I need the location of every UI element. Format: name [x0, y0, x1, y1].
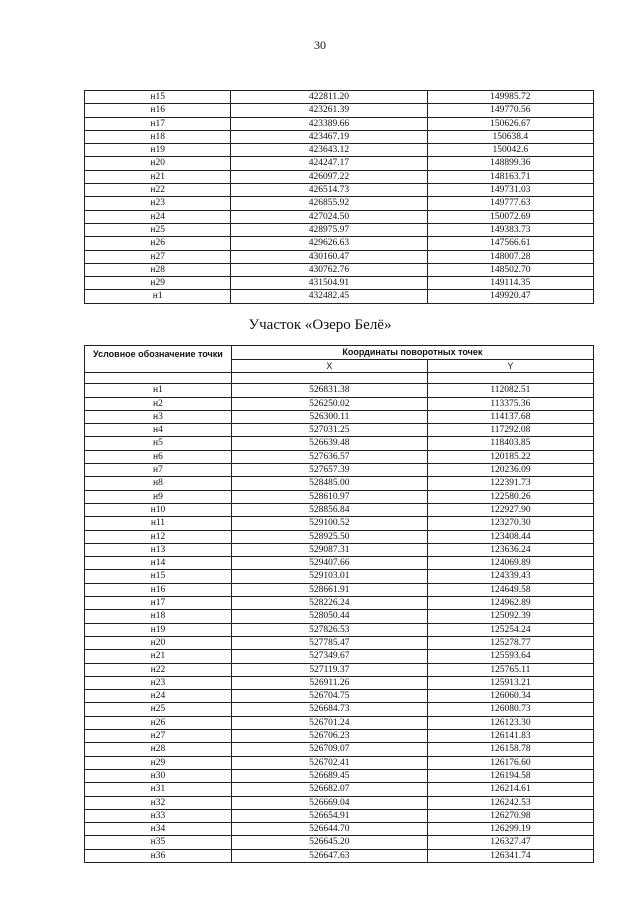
x-cell: 526704.75	[231, 690, 427, 703]
y-cell: 125092.39	[427, 610, 593, 623]
y-cell: 148163.71	[427, 170, 593, 183]
y-cell: 126341.74	[427, 849, 593, 862]
y-cell: 123408.44	[427, 530, 593, 543]
x-cell: 526647.63	[231, 849, 427, 862]
header-x: X	[231, 360, 427, 373]
y-cell: 122580.26	[427, 490, 593, 503]
point-cell: н33	[85, 809, 232, 822]
point-cell: н19	[85, 144, 231, 157]
point-cell: н1	[85, 384, 232, 397]
table-row	[85, 570, 594, 583]
x-cell: 528226.24	[231, 597, 427, 610]
y-cell: 114137.68	[427, 410, 593, 423]
x-cell: 526911.26	[231, 676, 427, 689]
x-cell: 526682.07	[231, 783, 427, 796]
x-cell: 529087.31	[231, 543, 427, 556]
point-cell: н28	[85, 743, 232, 756]
table-row	[85, 184, 594, 197]
table-row	[85, 543, 594, 556]
table-row	[85, 823, 594, 836]
point-cell: н13	[85, 543, 232, 556]
point-cell: н25	[85, 223, 231, 236]
y-cell: 122927.90	[427, 503, 593, 516]
x-cell: 424247.17	[231, 157, 427, 170]
table-row	[85, 756, 594, 769]
table-row	[85, 490, 594, 503]
table-row	[85, 197, 594, 210]
point-cell: н24	[85, 690, 232, 703]
y-cell: 117292.08	[427, 424, 593, 437]
point-cell: н23	[85, 197, 231, 210]
section-title: Участок «Озеро Белё»	[248, 317, 392, 333]
point-cell: н26	[85, 716, 232, 729]
table-row	[85, 676, 594, 689]
x-cell: 526639.48	[231, 437, 427, 450]
y-cell: 150626.67	[427, 117, 593, 130]
table-row	[85, 477, 594, 490]
point-cell: н31	[85, 783, 232, 796]
x-cell: 426514.73	[231, 184, 427, 197]
x-cell: 526669.04	[231, 796, 427, 809]
table-row	[85, 210, 594, 223]
y-cell: 126270.98	[427, 809, 593, 822]
point-cell: н22	[85, 663, 232, 676]
y-cell: 126060.34	[427, 690, 593, 703]
point-cell: н6	[85, 450, 232, 463]
x-cell: 528925.50	[231, 530, 427, 543]
table-row	[85, 836, 594, 849]
y-cell: 148007.28	[427, 250, 593, 263]
y-cell: 124962.89	[427, 597, 593, 610]
table-row	[85, 424, 594, 437]
x-cell: 526706.23	[231, 730, 427, 743]
table-row	[85, 104, 594, 117]
table-row	[85, 263, 594, 276]
y-cell: 124339.43	[427, 570, 593, 583]
y-cell: 124069.89	[427, 557, 593, 570]
x-cell: 528661.91	[231, 583, 427, 596]
point-cell: н22	[85, 184, 231, 197]
x-cell: 526300.11	[231, 410, 427, 423]
x-cell: 430160.47	[231, 250, 427, 263]
blank-cell	[231, 373, 427, 384]
table-row	[85, 464, 594, 477]
x-cell: 526689.45	[231, 769, 427, 782]
point-cell: н12	[85, 530, 232, 543]
table-row	[85, 610, 594, 623]
coordinates-table-continued-body	[85, 91, 594, 304]
header-coordinates: Координаты поворотных точек	[231, 346, 593, 360]
point-cell: н32	[85, 796, 232, 809]
y-cell: 126080.73	[427, 703, 593, 716]
point-cell: н24	[85, 210, 231, 223]
point-cell: н28	[85, 263, 231, 276]
table-row	[85, 716, 594, 729]
x-cell: 427024.50	[231, 210, 427, 223]
header-y: Y	[427, 360, 593, 373]
point-cell: н18	[85, 610, 232, 623]
table-row	[85, 503, 594, 516]
y-cell: 122391.73	[427, 477, 593, 490]
x-cell: 526702.41	[231, 756, 427, 769]
y-cell: 125765.11	[427, 663, 593, 676]
x-cell: 423643.12	[231, 144, 427, 157]
table-row	[85, 157, 594, 170]
x-cell: 528856.84	[231, 503, 427, 516]
point-cell: н1	[85, 290, 231, 303]
x-cell: 528485.00	[231, 477, 427, 490]
page-number: 30	[314, 38, 326, 52]
table-row	[85, 557, 594, 570]
y-cell: 147566.61	[427, 237, 593, 250]
y-cell: 149770.56	[427, 104, 593, 117]
point-cell: н25	[85, 703, 232, 716]
table-row	[85, 730, 594, 743]
point-cell: н10	[85, 503, 232, 516]
point-cell: н34	[85, 823, 232, 836]
point-cell: н18	[85, 130, 231, 143]
table-row	[85, 623, 594, 636]
coordinates-table-ozero-bele	[84, 345, 594, 863]
y-cell: 148899.36	[427, 157, 593, 170]
point-cell: н36	[85, 849, 232, 862]
x-cell: 429626.63	[231, 237, 427, 250]
table-row	[85, 397, 594, 410]
y-cell: 150638.4	[427, 130, 593, 143]
x-cell: 526644.70	[231, 823, 427, 836]
table-row	[85, 277, 594, 290]
table-row	[85, 144, 594, 157]
point-cell: н2	[85, 397, 232, 410]
table-header	[85, 346, 594, 373]
point-cell: н17	[85, 597, 232, 610]
table-row	[85, 636, 594, 649]
table-row	[85, 690, 594, 703]
point-cell: н5	[85, 437, 232, 450]
point-cell: н27	[85, 730, 232, 743]
x-cell: 526645.20	[231, 836, 427, 849]
table-row	[85, 650, 594, 663]
table-row	[85, 437, 594, 450]
y-cell: 149985.72	[427, 91, 593, 104]
x-cell: 428975.97	[231, 223, 427, 236]
y-cell: 120185.22	[427, 450, 593, 463]
table-row	[85, 450, 594, 463]
x-cell: 423261.39	[231, 104, 427, 117]
x-cell: 527031.25	[231, 424, 427, 437]
table-row	[85, 583, 594, 596]
header-row	[85, 346, 594, 360]
point-cell: н26	[85, 237, 231, 250]
coordinates-table-continued	[84, 90, 594, 304]
point-cell: н9	[85, 490, 232, 503]
table-row	[85, 597, 594, 610]
point-cell: н29	[85, 277, 231, 290]
y-cell: 126214.61	[427, 783, 593, 796]
x-cell: 529103.01	[231, 570, 427, 583]
blank-cell	[427, 373, 593, 384]
x-cell: 426097.22	[231, 170, 427, 183]
x-cell: 529407.66	[231, 557, 427, 570]
y-cell: 126158.78	[427, 743, 593, 756]
table-row	[85, 796, 594, 809]
x-cell: 529100.52	[231, 517, 427, 530]
header-point-designation: Условное обозначение точки	[85, 346, 232, 373]
x-cell: 527636.57	[231, 450, 427, 463]
table-row	[85, 743, 594, 756]
y-cell: 120236.09	[427, 464, 593, 477]
table-row	[85, 91, 594, 104]
x-cell: 528050.44	[231, 610, 427, 623]
y-cell: 149383.73	[427, 223, 593, 236]
blank-row	[85, 373, 594, 384]
x-cell: 526654.91	[231, 809, 427, 822]
point-cell: н16	[85, 583, 232, 596]
point-cell: н16	[85, 104, 231, 117]
point-cell: н15	[85, 570, 232, 583]
table-row	[85, 703, 594, 716]
table-row	[85, 290, 594, 303]
table-row	[85, 809, 594, 822]
point-cell: н15	[85, 91, 231, 104]
blank-cell	[85, 373, 232, 384]
x-cell: 527785.47	[231, 636, 427, 649]
y-cell: 123270.30	[427, 517, 593, 530]
table-row	[85, 130, 594, 143]
point-cell: н29	[85, 756, 232, 769]
y-cell: 148502.70	[427, 263, 593, 276]
x-cell: 527826.53	[231, 623, 427, 636]
y-cell: 126327.47	[427, 836, 593, 849]
x-cell: 526701.24	[231, 716, 427, 729]
point-cell: н27	[85, 250, 231, 263]
table-row	[85, 384, 594, 397]
x-cell: 432482.45	[231, 290, 427, 303]
table-row	[85, 170, 594, 183]
point-cell: н7	[85, 464, 232, 477]
x-cell: 526831.38	[231, 384, 427, 397]
y-cell: 126141.83	[427, 730, 593, 743]
y-cell: 150042.6	[427, 144, 593, 157]
y-cell: 112082.51	[427, 384, 593, 397]
y-cell: 126299.19	[427, 823, 593, 836]
point-cell: н21	[85, 650, 232, 663]
y-cell: 126242.53	[427, 796, 593, 809]
table-row	[85, 530, 594, 543]
y-cell: 125254.24	[427, 623, 593, 636]
point-cell: н30	[85, 769, 232, 782]
x-cell: 422811.20	[231, 91, 427, 104]
point-cell: н20	[85, 636, 232, 649]
point-cell: н19	[85, 623, 232, 636]
x-cell: 423389.66	[231, 117, 427, 130]
y-cell: 149731.03	[427, 184, 593, 197]
y-cell: 125593.64	[427, 650, 593, 663]
table-row	[85, 783, 594, 796]
table-row	[85, 117, 594, 130]
table-row	[85, 410, 594, 423]
y-cell: 123636.24	[427, 543, 593, 556]
x-cell: 527119.37	[231, 663, 427, 676]
y-cell: 126194.58	[427, 769, 593, 782]
point-cell: н8	[85, 477, 232, 490]
x-cell: 526684.73	[231, 703, 427, 716]
coordinates-table-ozero-bele-body	[85, 373, 594, 863]
y-cell: 149920.47	[427, 290, 593, 303]
point-cell: н35	[85, 836, 232, 849]
point-cell: н23	[85, 676, 232, 689]
x-cell: 527349.67	[231, 650, 427, 663]
y-cell: 149777.63	[427, 197, 593, 210]
point-cell: н20	[85, 157, 231, 170]
point-cell: н14	[85, 557, 232, 570]
point-cell: н21	[85, 170, 231, 183]
point-cell: н4	[85, 424, 232, 437]
x-cell: 526250.02	[231, 397, 427, 410]
table-row	[85, 237, 594, 250]
table-row	[85, 663, 594, 676]
table-row	[85, 849, 594, 862]
y-cell: 125913.21	[427, 676, 593, 689]
x-cell: 527657.39	[231, 464, 427, 477]
point-cell: н3	[85, 410, 232, 423]
y-cell: 126123.30	[427, 716, 593, 729]
table-row	[85, 250, 594, 263]
y-cell: 150072.69	[427, 210, 593, 223]
y-cell: 125278.77	[427, 636, 593, 649]
point-cell: н17	[85, 117, 231, 130]
y-cell: 124649.58	[427, 583, 593, 596]
x-cell: 528610.97	[231, 490, 427, 503]
point-cell: н11	[85, 517, 232, 530]
y-cell: 118403.85	[427, 437, 593, 450]
y-cell: 113375.36	[427, 397, 593, 410]
x-cell: 423467.19	[231, 130, 427, 143]
x-cell: 526709.07	[231, 743, 427, 756]
table-row	[85, 223, 594, 236]
x-cell: 426855.92	[231, 197, 427, 210]
x-cell: 431504.91	[231, 277, 427, 290]
y-cell: 126176.60	[427, 756, 593, 769]
y-cell: 149114.35	[427, 277, 593, 290]
x-cell: 430762.76	[231, 263, 427, 276]
table-row	[85, 769, 594, 782]
table-row	[85, 517, 594, 530]
